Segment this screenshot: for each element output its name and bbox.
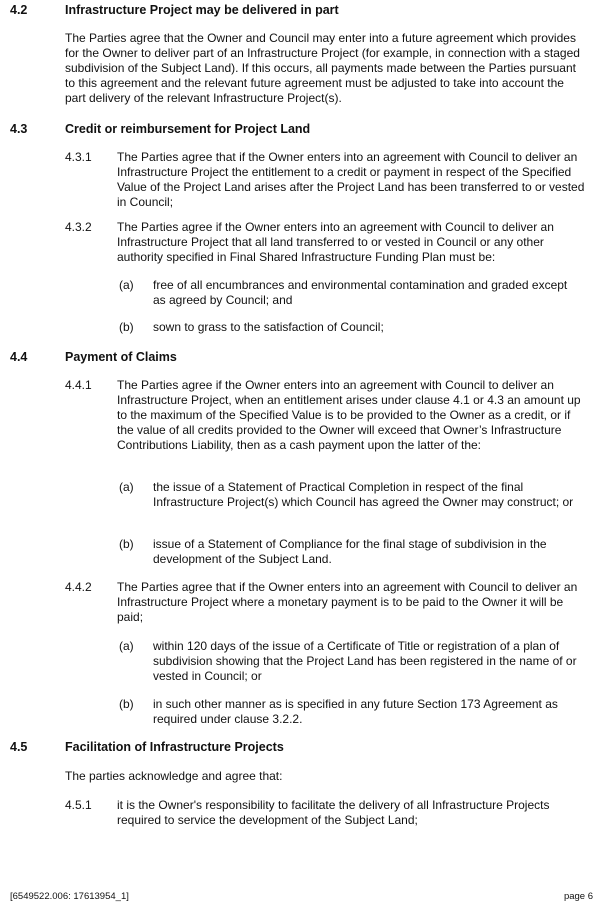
section-title: Facilitation of Infrastructure Projects [65,740,284,754]
section-heading-4-5 [10,740,284,755]
section-title: Credit or reimbursement for Project Land [65,122,311,136]
section-intro-4-5: The parties acknowledge and agree that: [65,769,283,783]
item-label-4-4-2-b: (b) [119,697,134,711]
section-heading-4-3 [10,122,310,137]
clause-text-4-4-1: The Parties agree if the Owner enters into an agreement with Council to deliver an Infrastructure Project, when an entitlement arises under clause 4.1 or 4.3 an amount up to the maximum of the Specified Value is to be provided to the Owner as a credit, or if the value of all credits provided to the Owner will exceed that Owner’s Infrastructure Contributions Liability, then as a cash payment upon the latter of the: [117,378,581,452]
item-text-4-4-2-a: within 120 days of the issue of a Certificate of Title or registration of a plan of subdivision showing that the Project Land has been registered in the name of or vested in Council; or [153,639,577,683]
item-text-4-3-2-a: free of all encumbrances and environmental contamination and graded except as agreed by Council; and [153,278,568,307]
item-label-4-4-2-a: (a) [119,639,134,653]
item-text-4-4-1-b: issue of a Statement of Compliance for the final stage of subdivision in the development of the Subject Land. [153,537,547,566]
clause-number-4-3-1: 4.3.1 [65,150,92,164]
clause-text-4-5-1: it is the Owner's responsibility to facilitate the delivery of all Infrastructure Projects required to service the development of the Subject Land; [117,798,550,827]
section-title: Payment of Claims [65,350,177,364]
clause-number-4-3-2: 4.3.2 [65,220,92,234]
section-number: 4.3 [10,122,28,136]
item-text-4-4-2-b: in such other manner as is specified in any future Section 173 Agreement as required under clause 3.2.2. [153,697,558,726]
item-text-4-4-1-a: the issue of a Statement of Practical Completion in respect of the final Infrastructure Project(s) which Council has agreed the Owner may construct; or [153,480,574,509]
clause-text-4-4-2: The Parties agree that if the Owner enters into an agreement with Council to deliver an Infrastructure Project where a monetary payment is to be paid to the Owner it will be paid; [117,580,578,624]
footer-document-reference: [6549522.006: 17613954_1] [10,891,129,902]
section-heading-4-4 [10,350,177,365]
section-title: Infrastructure Project may be delivered in part [65,3,339,17]
clause-text-4-3-1: The Parties agree that if the Owner enters into an agreement with Council to deliver an Infrastructure Project the entitlement to a credit or payment in respect of the Specified Value of the Project Land arises after the Project Land has been transferred to or vested in Council; [117,150,585,209]
clause-number-4-4-2: 4.4.2 [65,580,92,594]
section-number: 4.2 [10,3,28,17]
clause-number-4-5-1: 4.5.1 [65,798,92,812]
clause-number-4-4-1: 4.4.1 [65,378,92,392]
item-text-4-3-2-b: sown to grass to the satisfaction of Council; [153,320,384,334]
clause-text-4-3-2: The Parties agree if the Owner enters into an agreement with Council to deliver an Infrastructure Project that all land transferred to or vested in Council or any other authority specified in Final Shared Infrastructure Funding Plan must be: [117,220,554,264]
footer-page-number: page 6 [563,891,593,902]
section-body-4-2: The Parties agree that the Owner and Council may enter into a future agreement which provides for the Owner to deliver part of an Infrastructure Project (for example, in connection with a staged subdivision of the Subject Land). If this occurs, all payments made between the Parties pursuant to this agreement and the relevant future agreement must be adjusted to take into account the part delivery of the relevant Infrastructure Project(s). [65,31,580,105]
section-heading-4-2 [10,3,339,18]
item-label-4-3-2-a: (a) [119,278,134,292]
item-label-4-4-1-b: (b) [119,537,134,551]
item-label-4-4-1-a: (a) [119,480,134,494]
section-number: 4.5 [10,740,28,754]
section-number: 4.4 [10,350,28,364]
item-label-4-3-2-b: (b) [119,320,134,334]
